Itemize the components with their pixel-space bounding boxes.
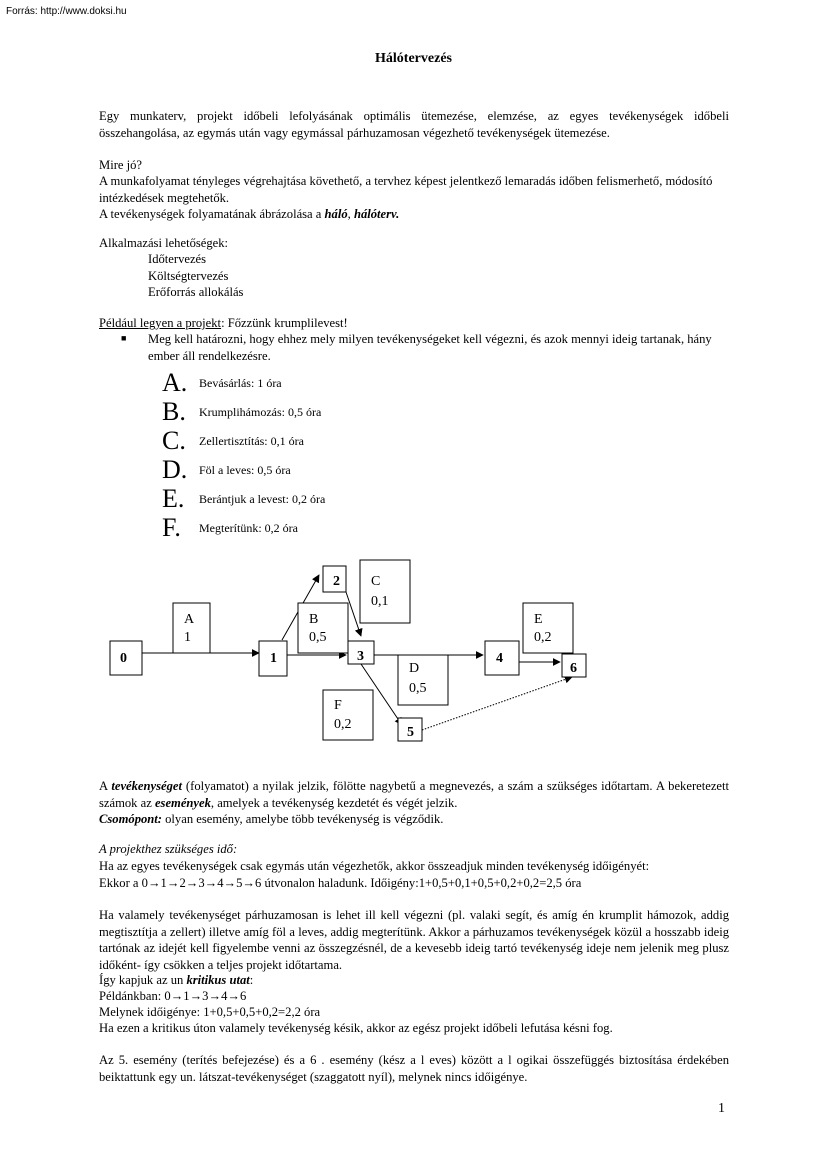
page-number: 1	[718, 1101, 725, 1116]
label-box-d	[398, 655, 448, 705]
activity-letter-f: F.	[162, 513, 181, 542]
source-note: Forrás: http://www.doksi.hu	[6, 6, 127, 17]
page-title: Hálótervezés	[375, 51, 452, 66]
why-question: Mire jó?	[99, 158, 143, 172]
time-section-line1: Ha az egyes tevékenységek csak egymás után végezhetők, akkor összeadjuk minden tevékenység időigényét:	[99, 859, 650, 873]
event-label-0: 0	[120, 651, 127, 666]
activity-desc-a: Bevásárlás: 1 óra	[199, 376, 282, 390]
bullet-icon: ■	[121, 333, 127, 343]
activity-time-e: 0,2	[534, 630, 552, 645]
event-label-5: 5	[407, 725, 414, 740]
activity-letter-e: E.	[162, 484, 185, 513]
explanation-paragraph: A tevékenységet (folyamatot) a nyilak jelzik, fölötte nagybetű a megnevezés, a szám a szükséges időtartam. A bekeretezett számok az események, amelyek a tevékenység kezdetét és végét jelzik.	[99, 779, 729, 810]
dummy-activity-paragraph: Az 5. esemény (terítés befejezése) és a 6 . esemény (kész a l eves) között a l ogikai összefüggés biztosítása érdekében beiktattunk egy un. látszat-tevékenységet (szaggatott nyíl), melynek nincs időigénye.	[99, 1053, 729, 1084]
label-box-a	[173, 603, 210, 653]
label-box-f	[323, 690, 373, 740]
activity-letter-c: C.	[162, 426, 186, 455]
activity-time-a: 1	[184, 630, 191, 645]
time-section-line2: Ekkor a 0→1→2→3→4→5→6 útvonalon haladunk. Időigény:1+0,5+0,1+0,5+0,2+0,2=2,5 óra	[99, 876, 582, 890]
event-label-2: 2	[333, 574, 340, 589]
activity-label-d: D	[409, 661, 420, 676]
event-label-6: 6	[570, 661, 577, 676]
activity-letter-b: B.	[162, 397, 186, 426]
critical-path-line: Így kapjuk az un kritikus utat:	[99, 973, 254, 987]
application-item: Időtervezés	[148, 252, 207, 266]
critical-path-delay: Ha ezen a kritikus úton valamely tevékenység késik, akkor az egész projekt időbeli lefutása késni fog.	[99, 1021, 613, 1035]
parallel-paragraph: Ha valamely tevékenységet párhuzamosan is lehet ill kell végezni (pl. valaki segít, és amíg én krumplit hámozok, addig megtisztítja a zellert) illetve amíg föl a leves, addig megterítünk. Akkor a párhuzamos tevékenységek közül a hosszabb ideig tartónak az idejét kell figyelembe venni az összegzésnél, de a kevesebb ideig tartó tevékenység ideje nem jelenik meg plusz időként- így csökken a teljes projekt időtartama.	[99, 908, 729, 972]
why-line1: A munkafolyamat tényleges végrehajtása követhető, a tervhez képest jelentkező lemaradás időben felismerhető, módosító intézkedések megtehetők.	[99, 174, 713, 205]
intro-paragraph: Egy munkaterv, projekt időbeli lefolyásának optimális ütemezése, elemzése, az egyes tevékenységek időbeli összehangolása, az egymás után vagy egymással párhuzamosan végezhető tevékenységek ütemezése.	[99, 109, 729, 140]
activity-time-b: 0,5	[309, 630, 327, 645]
activity-desc-b: Krumplihámozás: 0,5 óra	[199, 405, 322, 419]
label-box-b	[298, 603, 348, 653]
critical-path-time: Melynek időigénye: 1+0,5+0,5+0,2=2,2 óra	[99, 1005, 321, 1019]
why-line2: A tevékenységek folyamatának ábrázolása a háló, hálóterv.	[99, 207, 400, 221]
activity-time-d: 0,5	[409, 681, 427, 696]
activity-label-e: E	[534, 612, 543, 627]
event-label-4: 4	[496, 651, 503, 666]
event-label-1: 1	[270, 651, 277, 666]
activity-label-f: F	[334, 698, 342, 713]
application-item: Erőforrás allokálás	[148, 285, 244, 299]
activity-label-c: C	[371, 574, 381, 589]
critical-path-example: Példánkban: 0→1→3→4→6	[99, 989, 247, 1003]
applications-heading: Alkalmazási lehetőségek:	[99, 236, 229, 250]
activity-letter-a: A.	[162, 368, 188, 397]
time-section-heading: A projekthez szükséges idő:	[99, 842, 238, 856]
example-heading: Például legyen a projekt: Főzzünk krumplilevest!	[99, 316, 348, 330]
activity-time-c: 0,1	[371, 594, 389, 609]
application-item: Költségtervezés	[148, 269, 229, 283]
activity-desc-d: Föl a leves: 0,5 óra	[199, 463, 291, 477]
activity-label-b: B	[309, 612, 319, 627]
label-box-e	[523, 603, 573, 653]
label-box-c	[360, 560, 410, 623]
example-bullet-text: Meg kell határozni, hogy ehhez mely milyen tevékenységeket kell végezni, és azok mennyi ideig tartanak, hány ember áll rendelkezésre.	[148, 332, 712, 363]
activity-letter-d: D.	[162, 455, 188, 484]
activity-time-f: 0,2	[334, 717, 352, 732]
activity-desc-c: Zellertisztítás: 0,1 óra	[199, 434, 304, 448]
activity-desc-f: Megterítünk: 0,2 óra	[199, 521, 298, 535]
node-definition: Csomópont: olyan esemény, amelybe több tevékenység is végződik.	[99, 812, 444, 826]
activity-label-a: A	[184, 612, 195, 627]
event-label-3: 3	[357, 649, 364, 664]
activity-desc-e: Berántjuk a levest: 0,2 óra	[199, 492, 326, 506]
network-diagram	[0, 555, 827, 750]
